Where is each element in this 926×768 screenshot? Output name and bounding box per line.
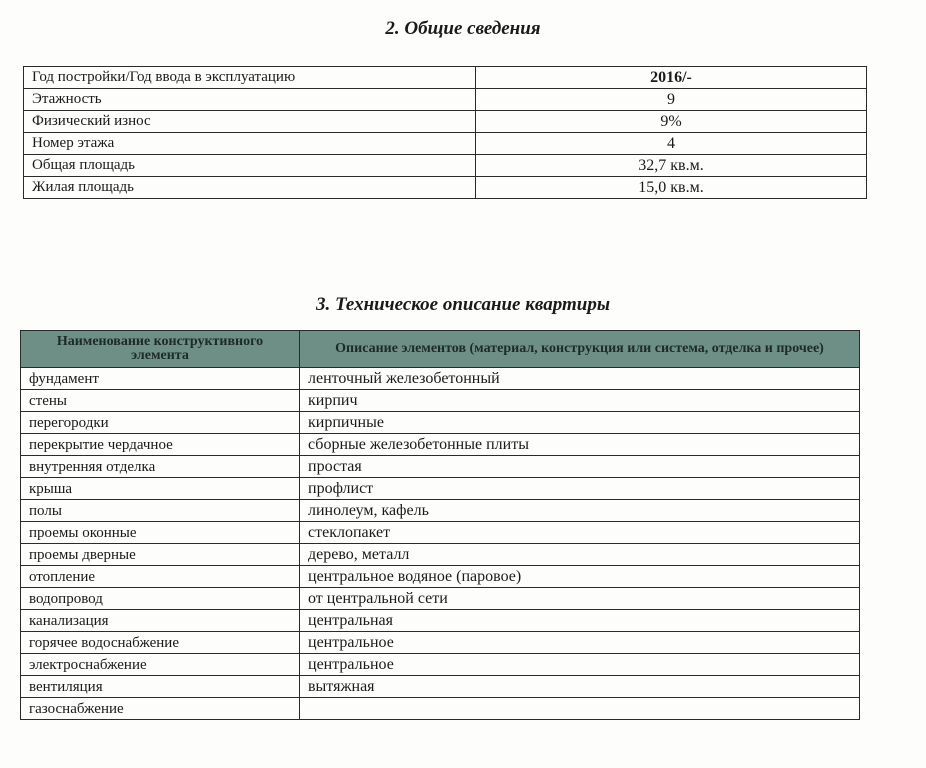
technical-description-table [20, 330, 860, 720]
element-name: газоснабжение [21, 698, 300, 720]
table-row [21, 632, 860, 654]
row-value: 4 [476, 133, 867, 155]
element-description: вытяжная [300, 676, 860, 698]
table-row [21, 698, 860, 720]
technical-description-title: 3. Техническое описание квартиры [315, 294, 611, 315]
row-label: Этажность [24, 89, 476, 111]
element-name: водопровод [21, 588, 300, 610]
table-row [24, 89, 867, 111]
element-description: кирпичные [300, 412, 860, 434]
table-row [21, 368, 860, 390]
element-description: от центральной сети [300, 588, 860, 610]
element-description: сборные железобетонные плиты [300, 434, 860, 456]
element-name: стены [21, 390, 300, 412]
column-header-element: Наименование конструктивного элемента [21, 331, 300, 368]
table-row [21, 478, 860, 500]
row-label: Общая площадь [24, 155, 476, 177]
table-row [24, 111, 867, 133]
table-row [21, 434, 860, 456]
table-header-row [21, 331, 860, 368]
row-value: 32,7 кв.м. [476, 155, 867, 177]
element-description: простая [300, 456, 860, 478]
element-description: центральное [300, 632, 860, 654]
row-label: Жилая площадь [24, 177, 476, 199]
row-value: 9% [476, 111, 867, 133]
column-header-description: Описание элементов (материал, конструкция или система, отделка и прочее) [300, 331, 860, 368]
table-row [21, 610, 860, 632]
table-row [21, 566, 860, 588]
element-description: ленточный железобетонный [300, 368, 860, 390]
element-name: перегородки [21, 412, 300, 434]
element-name: проемы дверные [21, 544, 300, 566]
element-description [300, 698, 860, 720]
table-row [24, 155, 867, 177]
element-description: кирпич [300, 390, 860, 412]
table-row [24, 67, 867, 89]
table-row [21, 588, 860, 610]
element-name: полы [21, 500, 300, 522]
element-name: проемы оконные [21, 522, 300, 544]
element-name: перекрытие чердачное [21, 434, 300, 456]
table-row [21, 456, 860, 478]
element-description: центральное водяное (паровое) [300, 566, 860, 588]
element-name: отопление [21, 566, 300, 588]
element-name: фундамент [21, 368, 300, 390]
row-label: Физический износ [24, 111, 476, 133]
row-label: Номер этажа [24, 133, 476, 155]
element-name: электроснабжение [21, 654, 300, 676]
table-row [24, 177, 867, 199]
element-description: центральная [300, 610, 860, 632]
table-row [21, 654, 860, 676]
element-description: дерево, металл [300, 544, 860, 566]
element-description: профлист [300, 478, 860, 500]
element-name: внутренняя отделка [21, 456, 300, 478]
element-name: горячее водоснабжение [21, 632, 300, 654]
row-value: 9 [476, 89, 867, 111]
table-row [21, 500, 860, 522]
table-row [21, 412, 860, 434]
table-row [21, 544, 860, 566]
general-info-table [23, 66, 867, 199]
technical-table-body [21, 368, 860, 720]
row-label: Год постройки/Год ввода в эксплуатацию [24, 67, 476, 89]
table-row [21, 390, 860, 412]
element-description: стеклопакет [300, 522, 860, 544]
table-row [21, 676, 860, 698]
element-description: центральное [300, 654, 860, 676]
row-value: 2016/- [476, 67, 867, 89]
table-row [21, 522, 860, 544]
row-value: 15,0 кв.м. [476, 177, 867, 199]
element-name: крыша [21, 478, 300, 500]
element-name: вентиляция [21, 676, 300, 698]
element-name: канализация [21, 610, 300, 632]
general-info-title: 2. Общие сведения [385, 18, 541, 39]
element-description: линолеум, кафель [300, 500, 860, 522]
table-row [24, 133, 867, 155]
